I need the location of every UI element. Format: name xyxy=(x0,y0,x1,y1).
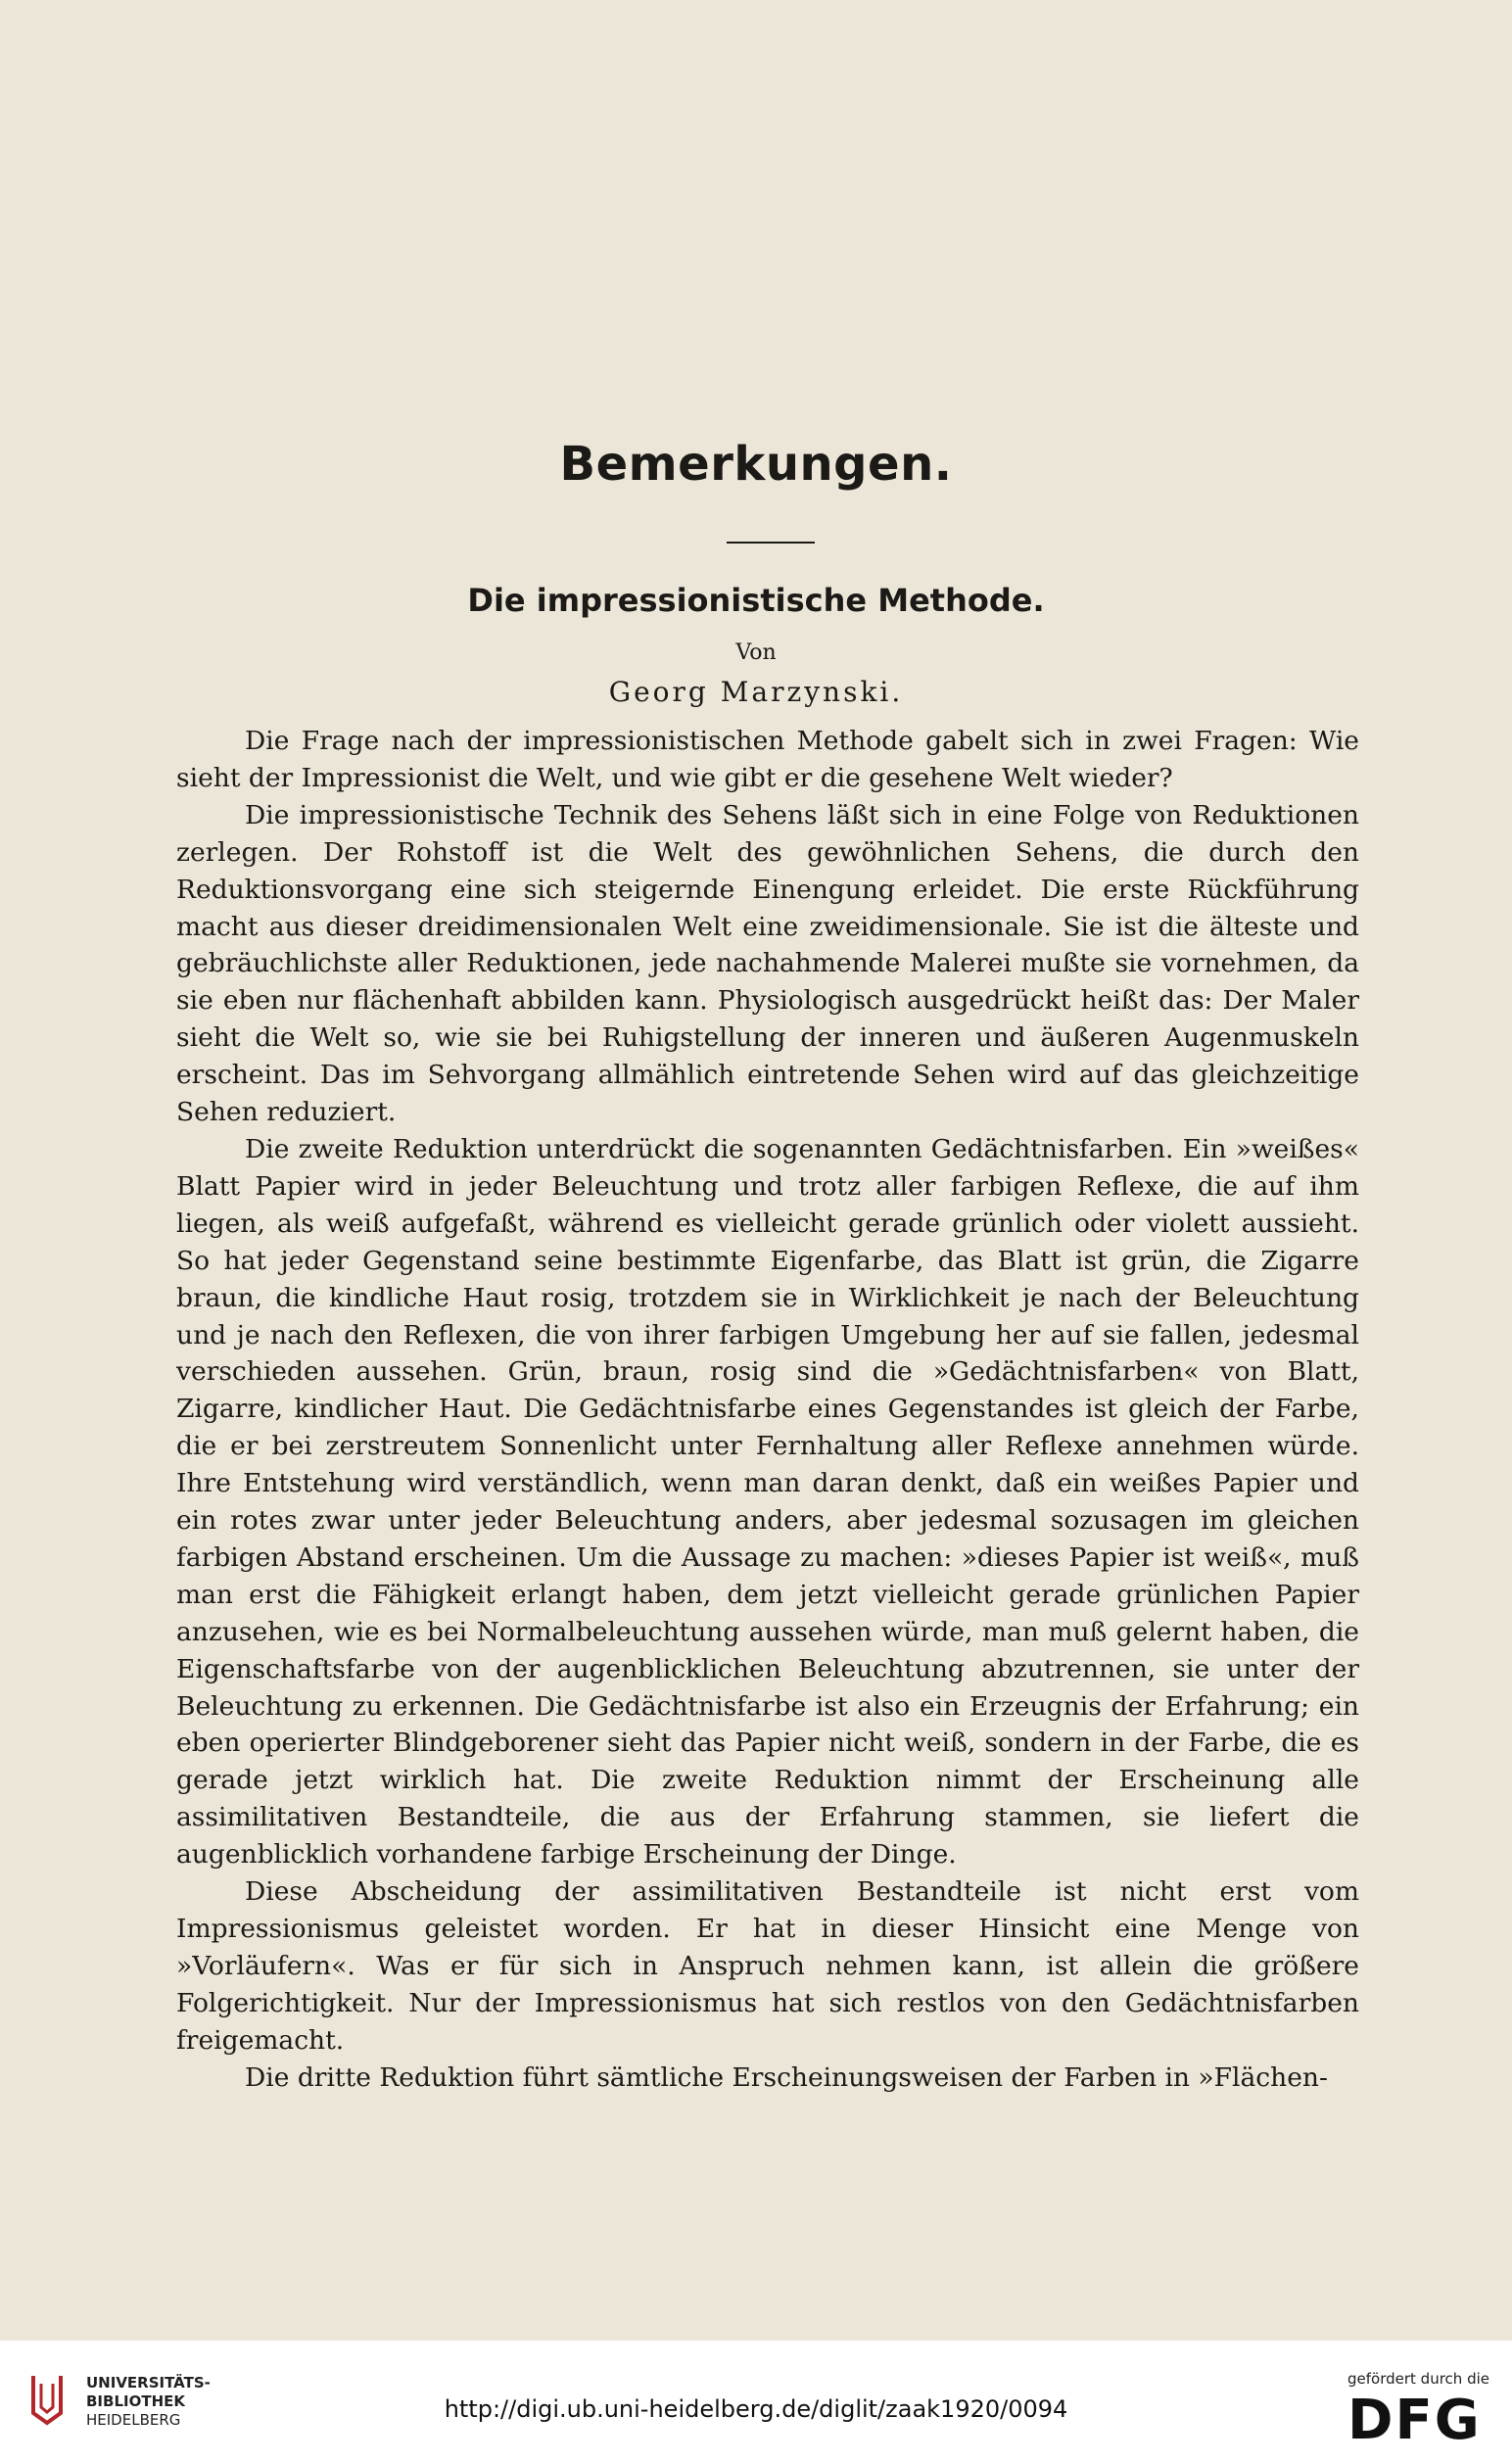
section-title: Bemerkungen. xyxy=(559,437,953,492)
library-line-1: UNIVERSITÄTS- xyxy=(86,2374,211,2392)
paragraph: Die impressionistische Technik des Sehens läßt sich in eine Folge von Reduktionen zerlegen. Der Rohstoff ist die Welt des gewöhnlichen Sehens, die durch den Reduktionsvorgang eine sich steigernde Einengung erleidet. Die erste Rückführung macht aus dieser dreidimensionalen Welt eine zweidimensionale. Sie ist die älteste und gebräuchlichste aller Reduktionen, jede nachahmende Malerei mußte sie vornehmen, da sie eben nur flächenhaft abbilden kann. Physiologisch ausgedrückt heißt das: Der Maler sieht die Welt so, wie sie bei Ruhigstellung der inneren und äußeren Augenmuskeln erscheint. Das im Sehvorgang allmählich eintretende Sehen wird auf das gleichzeitige Sehen reduziert. xyxy=(176,799,1359,1128)
article-body xyxy=(176,723,1359,2097)
title-divider xyxy=(727,542,815,544)
paragraph: Diese Abscheidung der assimilitativen Bestandteile ist nicht erst vom Impressionismus geleistet worden. Er hat in dieser Hinsicht eine Menge von »Vorläufern«. Was er für sich in Anspruch nehmen kann, ist allein die größere Folgerichtigkeit. Nur der Impressionismus hat sich restlos von den Gedächtnisfarben freigemacht. xyxy=(176,1876,1359,2056)
article-title: Die impressionistische Methode. xyxy=(467,582,1045,619)
dfg-logo[interactable]: DFG xyxy=(1347,2389,1482,2452)
author-name: Georg Marzynski. xyxy=(608,676,904,708)
paragraph: Die zweite Reduktion unterdrückt die sogenannten Gedächtnisfarben. Ein »weißes« Blatt Papier wird in jeder Beleuchtung und trotz aller farbigen Reflexe, die auf ihm liegen, als weiß aufgefaßt, während es vielleicht gerade grünlich oder violett aussieht. So hat jeder Gegenstand seine bestimmte Eigenfarbe, das Blatt ist grün, die Zigarre braun, die kindliche Haut rosig, trotzdem sie in Wirklichkeit je nach der Beleuchtung und je nach den Reflexen, die von ihrer farbigen Umgebung her auf sie fallen, jedesmal verschieden aussehen. Grün, braun, rosig sind die »Gedächtnisfarben« von Blatt, Zigarre, kindlicher Haut. Die Gedächtnisfarbe eines Gegenstandes ist gleich der Farbe, die er bei zerstreutem Sonnenlicht unter Fernhaltung aller Reflexe annehmen würde. Ihre Entstehung wird verständlich, wenn man daran denkt, daß ein weißes Papier und ein rotes zwar unter jeder Beleuchtung anders, aber jedesmal sozusagen im gleichen farbigen Abstand erscheinen. Um die Aussage zu machen: »dieses Papier ist weiß«, muß man erst die Fähigkeit erlangt haben, dem jetzt vielleicht gerade grünlichen Papier anzusehen, wie es bei Normalbeleuchtung aussehen würde, man muß gelernt haben, die Eigenschaftsfarbe von der augenblicklichen Beleuchtung abzutrennen, sie unter der Beleuchtung zu erkennen. Die Gedächtnisfarbe ist also ein Erzeugnis der Erfahrung; ein eben operierter Blindgeborener sieht das Papier nicht weiß, sondern in der Farbe, die es gerade jetzt wirklich hat. Die zweite Reduktion nimmt der Erscheinung alle assimilitativen Bestandteile, die aus der Erfahrung stammen, sie liefert die augenblicklich vorhandene farbige Erscheinung der Dinge. xyxy=(176,1133,1359,1871)
paragraph: Die dritte Reduktion führt sämtliche Erscheinungsweisen der Farben in »Flächen- xyxy=(245,2061,1328,2093)
library-line-3: HEIDELBERG xyxy=(86,2411,181,2429)
permalink-url[interactable]: http://digi.ub.uni-heidelberg.de/diglit/zaak1920/0094 xyxy=(444,2395,1068,2423)
byline-von: Von xyxy=(735,640,777,665)
paragraph: Die Frage nach der impressionistischen Methode gabelt sich in zwei Fragen: Wie sieht der Impressionist die Welt, und wie gibt er die gesehene Welt wieder? xyxy=(176,726,1359,793)
library-line-2: BIBLIOTHEK xyxy=(86,2392,185,2410)
funding-caption: gefördert durch die xyxy=(1347,2370,1489,2388)
footer-bar xyxy=(0,2341,1512,2463)
